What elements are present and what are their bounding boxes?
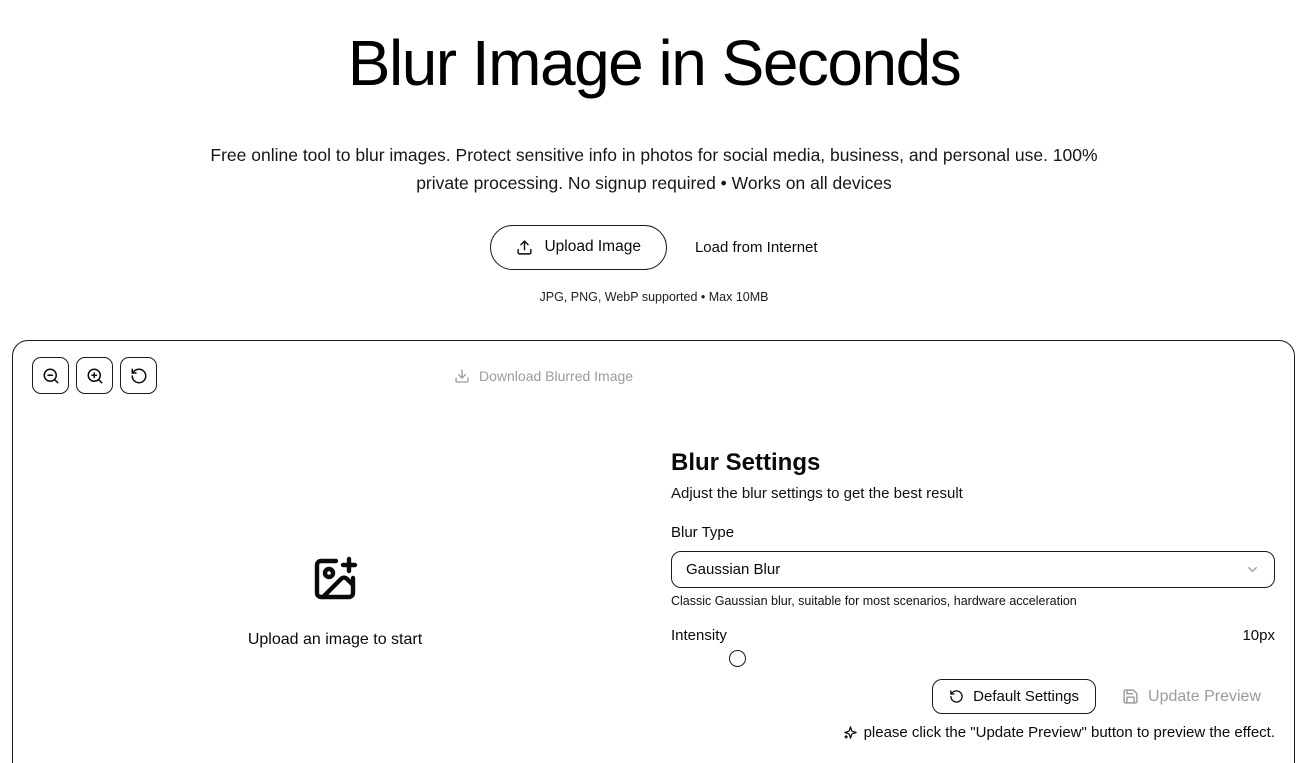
page-title: Blur Image in Seconds <box>347 27 961 99</box>
load-from-internet-link[interactable]: Load from Internet <box>694 238 818 256</box>
hero-section <box>0 0 1308 304</box>
intensity-row <box>671 627 1275 644</box>
update-preview-label: Update Preview <box>1148 687 1261 705</box>
intensity-slider[interactable] <box>671 650 1275 667</box>
intensity-label: Intensity <box>671 627 727 644</box>
editor-panel <box>12 340 1295 763</box>
upload-image-button[interactable] <box>490 225 667 270</box>
download-blurred-image-button[interactable] <box>454 368 633 384</box>
intensity-slider-handle[interactable] <box>729 650 746 667</box>
update-preview-note-text: please click the "Update Preview" button to preview the effect. <box>863 724 1275 741</box>
preview-empty-text: Upload an image to start <box>247 630 423 648</box>
image-preview-area[interactable] <box>13 394 657 763</box>
update-preview-note <box>671 724 1275 741</box>
editor-content <box>13 394 1294 763</box>
blur-type-help-text: Classic Gaussian blur, suitable for most scenarios, hardware acceleration <box>671 594 1077 608</box>
blur-type-label: Blur Type <box>671 524 735 541</box>
upload-button-label: Upload Image <box>544 238 641 256</box>
blur-type-select[interactable] <box>671 551 1275 588</box>
zoom-out-button[interactable] <box>32 357 69 394</box>
editor-toolbar <box>13 341 1294 394</box>
download-icon <box>454 368 470 384</box>
blur-type-selected-value: Gaussian Blur <box>686 561 781 578</box>
zoom-out-icon <box>42 367 60 385</box>
upload-icon <box>516 239 533 256</box>
zoom-tool-group <box>32 357 157 394</box>
intensity-value: 10px <box>1242 627 1275 644</box>
download-button-label: Download Blurred Image <box>479 367 634 384</box>
sparkles-icon <box>843 725 858 740</box>
reset-view-button[interactable] <box>120 357 157 394</box>
blur-settings-panel <box>657 394 1294 763</box>
settings-actions <box>671 679 1275 714</box>
settings-subtitle: Adjust the blur settings to get the best result <box>671 485 963 502</box>
zoom-in-button[interactable] <box>76 357 113 394</box>
default-settings-label: Default Settings <box>973 688 1080 705</box>
page-subtitle: Free online tool to blur images. Protect sensitive info in photos for social media, business, and personal use. 100% private processing. No signup required • Works on all devices <box>210 144 1098 193</box>
image-plus-icon <box>311 555 359 603</box>
supported-formats-note: JPG, PNG, WebP supported • Max 10MB <box>539 289 769 304</box>
chevron-down-icon <box>1245 562 1260 577</box>
hero-actions <box>0 225 1308 270</box>
settings-title: Blur Settings <box>671 449 821 476</box>
rotate-ccw-icon <box>130 367 148 385</box>
save-icon <box>1122 688 1139 705</box>
default-settings-button[interactable] <box>932 679 1096 714</box>
update-preview-button[interactable] <box>1108 679 1275 714</box>
zoom-in-icon <box>86 367 104 385</box>
rotate-ccw-icon <box>949 689 964 704</box>
